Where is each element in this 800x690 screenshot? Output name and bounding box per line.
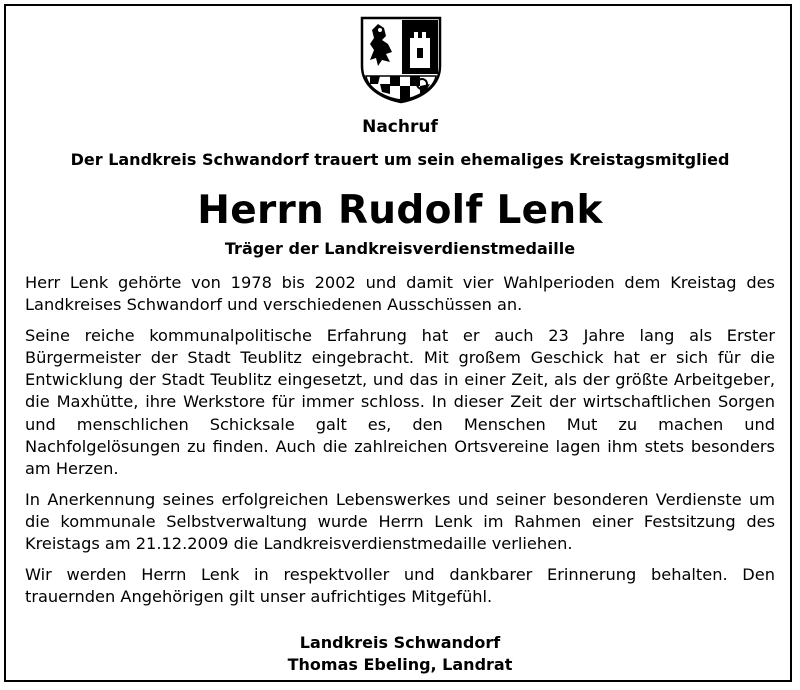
obituary-label: Nachruf (362, 117, 438, 137)
paragraph: In Anerkennung seines erfolgreichen Lebenswerkes und seiner besonderen Verdienste um die kommunale Selbstverwaltung wurde Herrn Lenk im Rahmen einer Festsitzung des Kreistags am 21.12.2009 die Landkreisverdienstmedaille verliehen. (25, 489, 775, 554)
signature-person: Thomas Ebeling, Landrat (287, 655, 513, 674)
deceased-name: Herrn Rudolf Lenk (197, 188, 603, 233)
signature-organization: Landkreis Schwandorf (299, 633, 501, 652)
obituary-subtitle: Der Landkreis Schwandorf trauert um sein ehemaliges Kreistagsmitglied (70, 150, 730, 169)
paragraph: Seine reiche kommunalpolitische Erfahrung hat er auch 23 Jahre lang als Erster Bürgermeister der Stadt Teublitz eingebracht. Mit großem Geschick hat er sich für die Entwicklung der Stadt Teublitz eingesetzt, und das in einer Zeit, als der größte Arbeitgeber, die Maxhütte, ihre Werkstore für immer schloss. In dieser Zeit der wirtschaftlichen Sorgen und menschlichen Schicksale galt es, den Menschen Mut zu machen und Nachfolgelösungen zu finden. Auch die zahlreichen Ortsvereine lagen ihm stets besonders am Herzen. (25, 325, 775, 479)
award-line: Träger der Landkreisverdienstmedaille (224, 239, 576, 258)
obituary-body (25, 272, 775, 616)
coat-of-arms-icon (356, 14, 446, 104)
paragraph: Wir werden Herrn Lenk in respektvoller und dankbarer Erinnerung behalten. Den trauernden Angehörigen gilt unser aufrichtiges Mitgefühl. (25, 564, 775, 606)
paragraph: Herr Lenk gehörte von 1978 bis 2002 und damit vier Wahlperioden dem Kreistag des Landkreises Schwandorf und verschiedenen Ausschüssen an. (25, 273, 775, 315)
